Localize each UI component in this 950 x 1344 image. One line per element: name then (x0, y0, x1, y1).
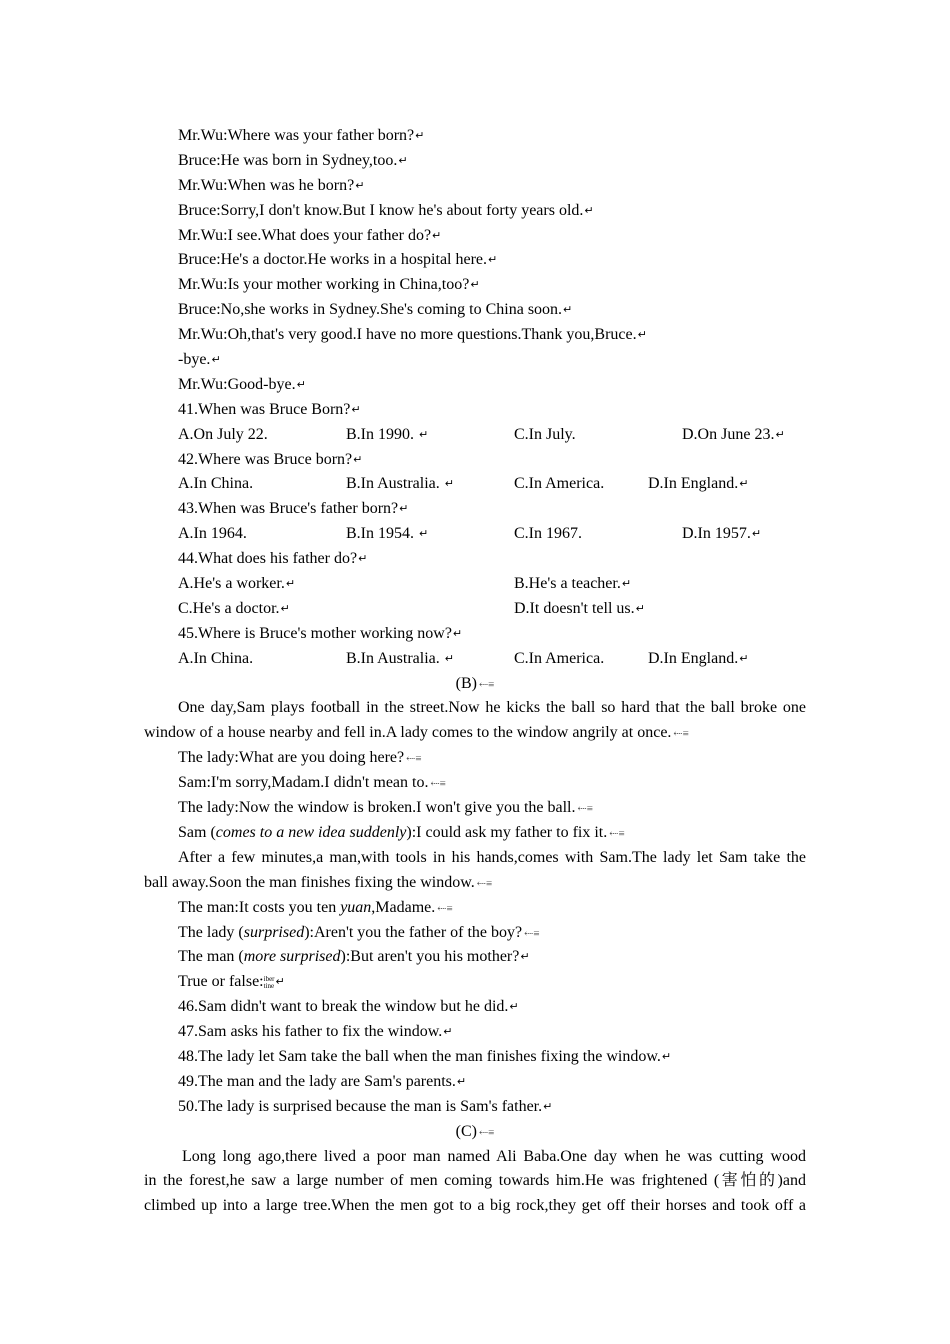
option-b: B.In 1954. ↵ (346, 522, 514, 547)
return-mark-icon: ↵ (355, 178, 364, 192)
question-45: 45.Where is Bruce's mother working now?↵ (144, 622, 806, 647)
return-mark-icon: ↵ (353, 452, 362, 466)
dialogue-line: -bye.↵ (144, 348, 806, 373)
return-mark-icon: ↵ (751, 527, 761, 541)
paragraph-mark-icon: ⇠≡ (673, 728, 689, 741)
option-d: D.In England.↵ (648, 647, 747, 672)
return-mark-icon: ↵ (399, 502, 408, 516)
return-mark-icon: ↵ (275, 975, 284, 989)
return-mark-icon: ↵ (509, 1000, 518, 1014)
question-46: 46.Sam didn't want to break the window but he did.↵ (144, 995, 806, 1020)
return-mark-icon: ↵ (398, 153, 407, 167)
return-mark-icon: ↵ (280, 601, 289, 615)
return-mark-icon: ↵ (584, 203, 593, 217)
option-c: C.In July. (514, 425, 576, 443)
return-mark-icon: ↵ (296, 377, 305, 391)
options-42 (144, 472, 806, 497)
return-mark-icon: ↵ (563, 303, 572, 317)
dialogue-line: Mr.Wu:When was he born?↵ (144, 174, 806, 199)
question-49: 49.The man and the lady are Sam's parents.↵ (144, 1070, 806, 1095)
section-c-heading: (C) ⇠≡ (455, 1122, 495, 1140)
option-c: C.In 1967. (514, 525, 582, 543)
option-b: B.In 1990. ↵ (346, 423, 514, 448)
dialogue-line: The lady:Now the window is broken.I won't give you the ball. ⇠≡ (178, 799, 593, 817)
return-mark-icon: ↵ (739, 477, 748, 491)
question-41: 41.When was Bruce Born?↵ (144, 398, 806, 423)
dialogue-line: Bruce:He's a doctor.He works in a hospital here.↵ (144, 248, 806, 273)
dialogue-line: The man (more surprised):But aren't you his mother?↵ (144, 945, 806, 970)
question-50: 50.The lady is surprised because the man is Sam's father.↵ (144, 1095, 806, 1120)
dialogue-line: Mr.Wu:Good-bye.↵ (144, 373, 806, 398)
section-b-heading: (B) ⇠≡ (455, 674, 495, 692)
option-a: A.He's a worker.↵ (178, 572, 514, 597)
return-mark-icon: ↵ (621, 577, 631, 591)
return-mark-icon: ↵ (444, 651, 453, 665)
return-mark-icon: ↵ (432, 228, 441, 242)
inline-mark: iber tine (263, 974, 275, 990)
option-d: D.It doesn't tell us.↵ (514, 597, 644, 622)
paragraph-line: After a few minutes,a man,with tools in his hands,comes with Sam.The lady let Sam take the (178, 848, 806, 866)
dialogue-line: Sam (comes to a new idea suddenly):I could ask my father to fix it. ⇠≡ (178, 823, 625, 841)
dialogue-line: Bruce:Sorry,I don't know.But I know he's about forty years old.↵ (144, 199, 806, 224)
return-mark-icon: ↵ (470, 278, 479, 292)
dialogue-line: The lady (surprised):Aren't you the father of the boy? ⇠≡ (178, 923, 540, 941)
dialogue-line: Mr.Wu:Where was your father born?↵ (144, 124, 806, 149)
options-44-row1 (144, 572, 806, 597)
paragraph-line: Long long ago,there lived a poor man named Ali Baba.One day when he was cutting wood (182, 1147, 806, 1165)
option-d: D.In 1957.↵ (682, 522, 760, 547)
option-c: C.In America. (514, 649, 605, 667)
return-mark-icon: ↵ (211, 353, 220, 367)
option-a: A.In China. (178, 475, 254, 493)
dialogue-line: Mr.Wu:I see.What does your father do?↵ (144, 224, 806, 249)
dialogue-line: Mr.Wu:Is your mother working in China,too?↵ (144, 273, 806, 298)
return-mark-icon: ↵ (543, 1099, 552, 1113)
dialogue-line: Mr.Wu:Oh,that's very good.I have no more questions.Thank you,Bruce.↵ (144, 323, 806, 348)
return-mark-icon: ↵ (452, 626, 462, 640)
option-b: B.In Australia. ↵ (346, 647, 514, 672)
question-43: 43.When was Bruce's father born?↵ (144, 497, 806, 522)
paragraph-line: climbed up into a large tree.When the men got to a big rock,they get off their horses and took off a (144, 1197, 806, 1215)
return-mark-icon: ↵ (637, 328, 646, 342)
return-mark-icon: ↵ (415, 129, 424, 142)
return-mark-icon: ↵ (419, 427, 428, 441)
dialogue-line: The man:It costs you ten yuan,Madame. ⇠≡ (178, 898, 453, 916)
document-page (144, 124, 806, 1219)
return-mark-icon: ↵ (488, 253, 497, 267)
options-45 (144, 647, 806, 672)
paragraph-line: One day,Sam plays football in the street.Now he kicks the ball so hard that the ball broke one (178, 699, 806, 717)
option-b: B.He's a teacher.↵ (514, 572, 630, 597)
option-d: D.On June 23.↵ (682, 423, 784, 448)
question-44: 44.What does his father do?↵ (144, 547, 806, 572)
paragraph-mark-icon: ⇠≡ (430, 778, 446, 791)
paragraph-line: in the forest,he saw a large number of men coming towards him.He was frightened (害怕的)and (144, 1172, 806, 1190)
question-47: 47.Sam asks his father to fix the window.↵ (144, 1020, 806, 1045)
options-44-row2 (144, 597, 806, 622)
paragraph-line: window of a house nearby and fell in.A lady comes to the window angrily at once. ⇠≡ (144, 724, 689, 742)
return-mark-icon: ↵ (661, 1049, 671, 1063)
return-mark-icon: ↵ (775, 427, 784, 441)
dialogue-line: Bruce:He was born in Sydney,too.↵ (144, 149, 806, 174)
question-48: 48.The lady let Sam take the ball when the man finishes fixing the window.↵ (144, 1045, 806, 1070)
return-mark-icon: ↵ (444, 477, 453, 491)
return-mark-icon: ↵ (443, 1025, 452, 1039)
return-mark-icon: ↵ (739, 651, 748, 665)
return-mark-icon: ↵ (285, 577, 295, 591)
option-a: A.In China. (178, 649, 254, 667)
paragraph-line: ball away.Soon the man finishes fixing the window. ⇠≡ (144, 873, 493, 891)
return-mark-icon: ↵ (635, 601, 644, 615)
option-a: A.On July 22. (178, 425, 268, 443)
dialogue-line: The lady:What are you doing here? ⇠≡ (178, 749, 422, 767)
option-c: C.In America. (514, 475, 605, 493)
dialogue-line: Sam:I'm sorry,Madam.I didn't mean to. ⇠≡ (178, 774, 446, 792)
return-mark-icon: ↵ (456, 1074, 466, 1088)
true-false-heading: True or false:iber tine↵ (144, 970, 806, 995)
paragraph-mark-icon: ⇠≡ (476, 877, 493, 890)
option-b: B.In Australia. ↵ (346, 472, 514, 497)
question-42: 42.Where was Bruce born?↵ (144, 448, 806, 473)
paragraph-mark-icon: ⇠≡ (609, 827, 625, 840)
option-c: C.He's a doctor.↵ (178, 597, 514, 622)
return-mark-icon: ↵ (419, 527, 428, 541)
option-a: A.In 1964. (178, 525, 247, 543)
option-d: D.In England.↵ (648, 472, 747, 497)
dialogue-line: Bruce:No,she works in Sydney.She's coming to China soon.↵ (144, 298, 806, 323)
paragraph-mark-icon: ⇠≡ (577, 803, 593, 816)
options-41 (144, 423, 806, 448)
paragraph-mark-icon: ⇠≡ (524, 927, 540, 940)
return-mark-icon: ↵ (351, 402, 360, 416)
paragraph-mark-icon: ⇠≡ (406, 753, 422, 766)
return-mark-icon: ↵ (358, 552, 367, 566)
options-43 (144, 522, 806, 547)
paragraph-mark-icon: ⇠≡ (437, 902, 453, 915)
paragraph-mark-icon: ⇠≡ (478, 1126, 495, 1139)
return-mark-icon: ↵ (520, 950, 529, 964)
paragraph-mark-icon: ⇠≡ (478, 678, 495, 691)
